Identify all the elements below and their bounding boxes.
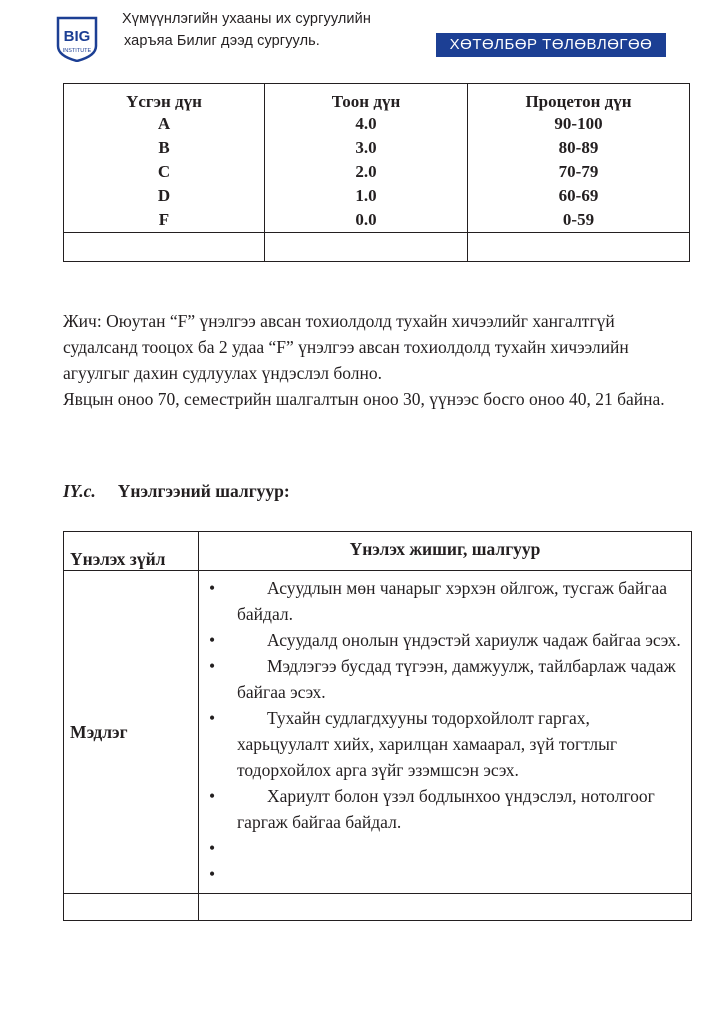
criterion-text: Асуудлын мөн чанарыг хэрхэн ойлгож, тусгаж байгаа байдал. bbox=[237, 578, 667, 624]
header-criteria: Үнэлэх жишиг, шалгуур bbox=[199, 532, 692, 571]
percent-range-cell: 0-59 bbox=[468, 208, 690, 233]
document-type-badge: ХӨТӨЛБӨР ТӨЛӨВЛӨГӨӨ bbox=[436, 33, 666, 57]
criteria-table-header-row bbox=[64, 532, 692, 571]
numeric-grade-cell: 3.0 bbox=[265, 136, 468, 160]
header-percent-grade: Процетон дүн bbox=[468, 84, 690, 113]
numeric-grade-cell: 1.0 bbox=[265, 184, 468, 208]
table-row bbox=[64, 160, 690, 184]
bullet-icon: • bbox=[209, 864, 216, 884]
criteria-list bbox=[199, 571, 691, 893]
header-numeric-grade: Тоон дүн bbox=[265, 84, 468, 113]
note-paragraph-f-grade: Жич: Оюутан “F” үнэлгээ авсан тохиолдолд тухайн хичээлийг хангалтгүй судалсанд тооцох ба 2 удаа “F” үнэлгээ авсан тохиолдолд тухайн хичээлийн агуулгыг дахин судлуулах үндэслэл болно. bbox=[63, 311, 629, 383]
letter-grade-cell: C bbox=[64, 160, 265, 184]
percent-range-cell: 60-69 bbox=[468, 184, 690, 208]
criterion-text: Асуудалд онолын үндэстэй хариулж чадаж байгаа эсэх. bbox=[267, 630, 681, 650]
list-item bbox=[199, 835, 691, 861]
numeric-grade-cell: 4.0 bbox=[265, 112, 468, 136]
list-item bbox=[199, 783, 691, 835]
criterion-text: Тухайн судлагдхууны тодорхойлолт гаргах, харьцуулалт хийх, харилцан хамаарал, зүй тогтлыг тодорхойлох арга зүйг эзэмшсэн эсэх. bbox=[237, 708, 618, 780]
section-heading bbox=[63, 481, 290, 502]
list-item bbox=[199, 653, 691, 705]
grade-table-header-row bbox=[64, 84, 690, 113]
letter-grade-cell: B bbox=[64, 136, 265, 160]
grade-table bbox=[63, 83, 690, 262]
institution-name-line1: Хүмүүнлэгийн ухааны их сургуулийн bbox=[122, 11, 371, 27]
letter-grade-cell: F bbox=[64, 208, 265, 233]
bullet-icon: • bbox=[209, 786, 216, 806]
section-number: IY.c. bbox=[63, 481, 96, 501]
header-letter-grade: Үсгэн дүн bbox=[64, 84, 265, 113]
header-assessed-item: Үнэлэх зүйл bbox=[64, 532, 199, 571]
list-item bbox=[199, 861, 691, 887]
table-row bbox=[64, 208, 690, 233]
percent-range-cell: 90-100 bbox=[468, 112, 690, 136]
table-row bbox=[64, 112, 690, 136]
note-text bbox=[63, 308, 673, 412]
letter-grade-cell: D bbox=[64, 184, 265, 208]
bilig-logo-icon bbox=[56, 16, 98, 62]
section-title: Үнэлгээний шалгуур: bbox=[117, 481, 290, 501]
empty-table-row bbox=[64, 894, 692, 921]
list-item bbox=[199, 627, 691, 653]
bullet-icon: • bbox=[209, 630, 216, 650]
logo-letters: BIG bbox=[63, 28, 91, 45]
letter-grade-cell: A bbox=[64, 112, 265, 136]
criteria-table bbox=[63, 531, 692, 921]
criterion-text: Мэдлэгээ бусдад түгээн, дамжуулж, тайлбарлаж чадаж байгаа эсэх. bbox=[237, 656, 676, 702]
percent-range-cell: 80-89 bbox=[468, 136, 690, 160]
table-row bbox=[64, 184, 690, 208]
numeric-grade-cell: 0.0 bbox=[265, 208, 468, 233]
institution-name-line2: харъяа Билиг дээд сургууль. bbox=[124, 33, 320, 49]
bullet-icon: • bbox=[209, 708, 216, 728]
logo-caption: INSTITUTE bbox=[62, 48, 92, 54]
bullet-icon: • bbox=[209, 838, 216, 858]
bullet-icon: • bbox=[209, 656, 216, 676]
bullet-icon: • bbox=[209, 578, 216, 598]
empty-table-row bbox=[64, 233, 690, 262]
note-paragraph-scoring: Явцын оноо 70, семестрийн шалгалтын оноо 30, үүнээс босго оноо 40, 21 байна. bbox=[63, 389, 665, 409]
list-item bbox=[199, 705, 691, 783]
percent-range-cell: 70-79 bbox=[468, 160, 690, 184]
list-item bbox=[199, 575, 691, 627]
table-row bbox=[64, 136, 690, 160]
criteria-row-knowledge bbox=[64, 571, 692, 894]
criterion-text: Хариулт болон үзэл бодлынхоо үндэслэл, нотолгоог гаргаж байгаа байдал. bbox=[237, 786, 655, 832]
numeric-grade-cell: 2.0 bbox=[265, 160, 468, 184]
subject-knowledge: Мэдлэг bbox=[64, 571, 199, 894]
